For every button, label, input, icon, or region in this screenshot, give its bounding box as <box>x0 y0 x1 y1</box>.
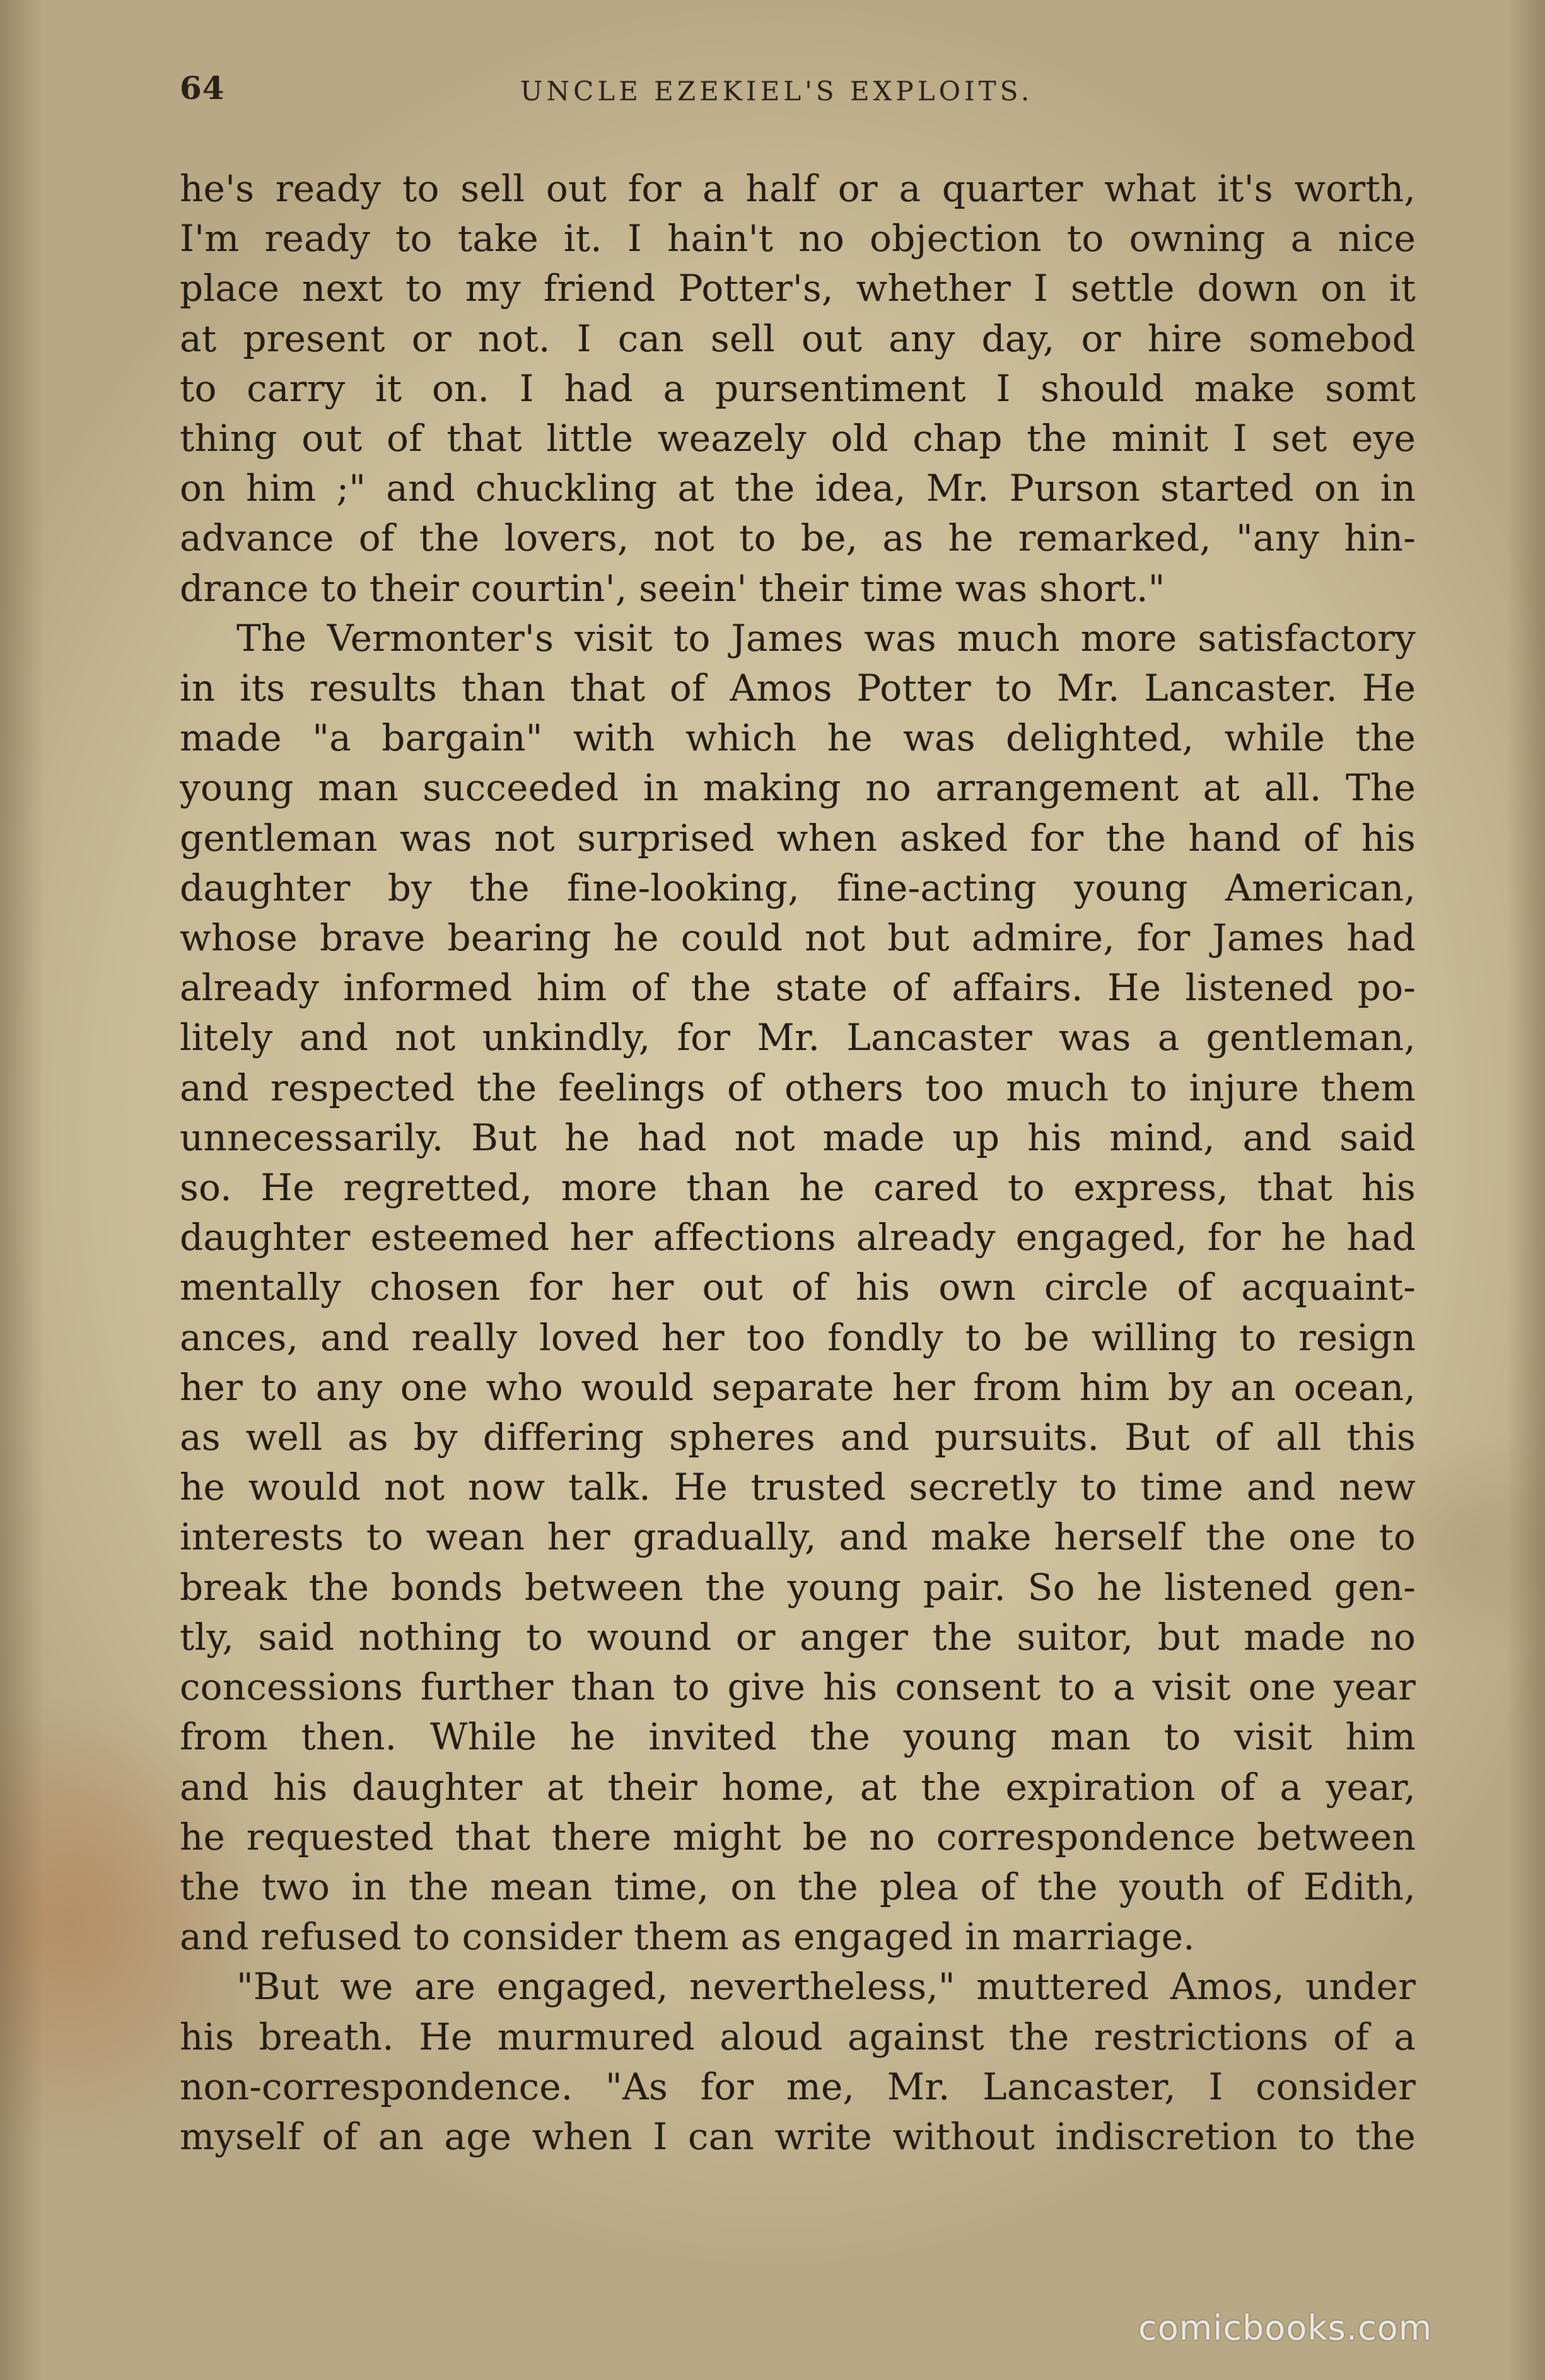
page-shadow-left <box>0 0 44 2380</box>
text-line: daughter esteemed her affections already engaged, for he had <box>180 1216 1416 1259</box>
running-title: UNCLE EZEKIEL'S EXPLOITS. <box>520 76 1034 107</box>
text-line: litely and not unkindly, for Mr. Lancaster was a gentleman, <box>180 1016 1416 1059</box>
text-line: advance of the lovers, not to be, as he remarked, "any hin- <box>180 516 1416 560</box>
text-line: whose brave bearing he could not but admire, for James had <box>180 916 1416 960</box>
text-line: and refused to consider them as engaged in marriage. <box>180 1915 1195 1959</box>
text-line: and his daughter at their home, at the expiration of a year, <box>180 1765 1416 1809</box>
text-line: place next to my friend Potter's, whether I settle down on it <box>180 267 1416 310</box>
text-line: tly, said nothing to wound or anger the suitor, but made no <box>180 1615 1416 1659</box>
text-line: daughter by the fine-looking, fine-acting young American, <box>180 866 1416 909</box>
text-line: the two in the mean time, on the plea of the youth of Edith, <box>180 1865 1416 1908</box>
text-line: he requested that there might be no correspondence between <box>180 1815 1416 1858</box>
text-line: in its results than that of Amos Potter to Mr. Lancaster. He <box>180 667 1416 710</box>
text-line: thing out of that little weazely old chap the minit I set eye <box>180 417 1416 460</box>
text-line: gentleman was not surprised when asked for the hand of his <box>180 816 1416 860</box>
text-line: her to any one who would separate her from him by an ocean, <box>180 1365 1416 1409</box>
text-line: ances, and really loved her too fondly to be willing to resign <box>180 1315 1416 1359</box>
text-line: and respected the feelings of others too much to injure them <box>180 1066 1416 1109</box>
text-line: "But we are engaged, nevertheless," muttered Amos, under <box>236 1965 1416 2009</box>
text-line: I'm ready to take it. I hain't no objection to owning a nice <box>180 217 1416 260</box>
text-line: unnecessarily. But he had not made up his mind, and said <box>180 1116 1416 1159</box>
text-line: mentally chosen for her out of his own circle of acquaint- <box>180 1266 1416 1309</box>
text-line: from then. While he invited the young man to visit him <box>180 1715 1416 1759</box>
text-line: at present or not. I can sell out any day, or hire somebod <box>180 317 1416 360</box>
text-line: he's ready to sell out for a half or a quarter what it's worth, <box>180 167 1416 210</box>
text-line: non-correspondence. "As for me, Mr. Lancaster, I consider <box>180 2065 1416 2108</box>
text-line: already informed him of the state of affairs. He listened po- <box>180 966 1416 1010</box>
text-line: The Vermonter's visit to James was much more satisfactory <box>236 616 1416 660</box>
text-line: made "a bargain" with which he was delighted, while the <box>180 716 1416 760</box>
page-header <box>180 69 1416 126</box>
page-shadow-right <box>1507 0 1545 2380</box>
text-line: to carry it on. I had a pursentiment I should make somt <box>180 366 1416 410</box>
text-line: drance to their courtin', seein' their time was short." <box>180 566 1165 610</box>
text-line: his breath. He murmured aloud against the restrictions of a <box>180 2015 1416 2058</box>
watermark: comicbooks.com <box>1138 2308 1433 2348</box>
text-line: on him ;" and chuckling at the idea, Mr. Purson started on in <box>180 467 1416 510</box>
text-line: as well as by differing spheres and pursuits. But of all this <box>180 1416 1416 1459</box>
text-line: young man succeeded in making no arrangement at all. The <box>180 766 1416 810</box>
page-number: 64 <box>180 69 225 107</box>
text-line: myself of an age when I can write without indiscretion to the <box>180 2115 1416 2158</box>
body-text <box>180 164 1416 2162</box>
text-line: break the bonds between the young pair. So he listened gen- <box>180 1565 1416 1609</box>
text-line: so. He regretted, more than he cared to express, that his <box>180 1166 1416 1210</box>
text-line: concessions further than to give his consent to a visit one year <box>180 1665 1416 1709</box>
text-line: interests to wean her gradually, and make herself the one to <box>180 1515 1416 1559</box>
text-line: he would not now talk. He trusted secretly to time and new <box>180 1466 1416 1509</box>
